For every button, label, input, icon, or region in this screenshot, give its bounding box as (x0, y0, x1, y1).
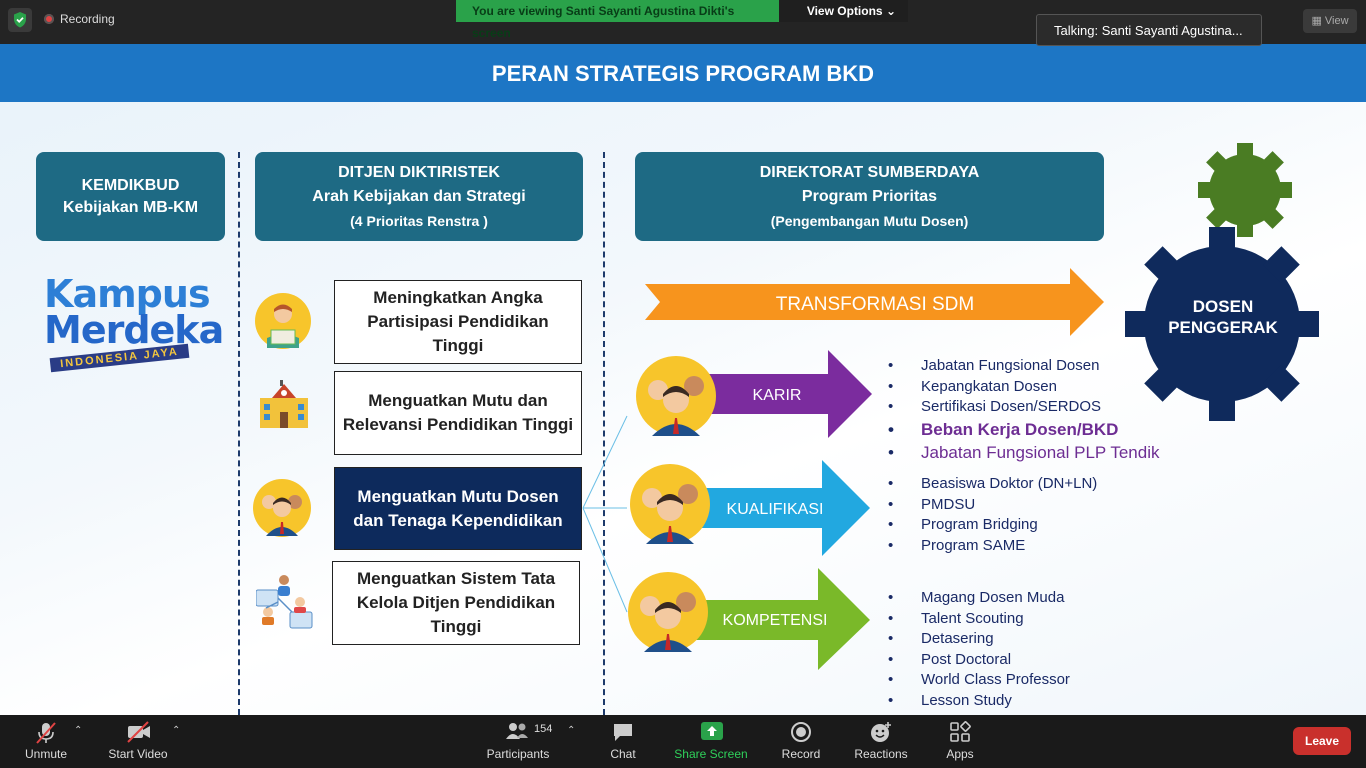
security-shield-icon[interactable] (8, 8, 32, 32)
kompetensi-list (888, 588, 1070, 712)
share-screen-button[interactable] (672, 715, 750, 768)
list-item: • Detasering (888, 629, 1070, 650)
participants-label: Participants (486, 747, 550, 761)
list-item: • Beasiswa Doktor (DN+LN) (888, 474, 1097, 495)
gear-label-line: DOSEN (1192, 297, 1254, 316)
apps-label: Apps (946, 747, 974, 761)
meeting-toolbar (0, 715, 1366, 768)
header-line: (4 Prioritas Renstra ) (350, 212, 488, 229)
share-screen-label: Share Screen (674, 747, 748, 761)
view-button-label: View (1324, 15, 1349, 27)
list-item: • World Class Professor (888, 670, 1070, 691)
viewing-banner (456, 0, 908, 40)
record-icon (789, 721, 813, 743)
chat-button[interactable] (600, 715, 646, 768)
list-item: • Kepangkatan Dosen (888, 377, 1160, 398)
karir-people-icon (636, 356, 716, 436)
record-label: Record (781, 747, 821, 761)
transformasi-label: TRANSFORMASI SDM (775, 294, 975, 315)
slide-title: PERAN STRATEGIS PROGRAM BKD (0, 44, 1366, 102)
priority-box-1: Meningkatkan Angka Partisipasi Pendidikan Tinggi (334, 280, 582, 364)
list-item: • Sertifikasi Dosen/SERDOS (888, 397, 1160, 418)
arrows-layer (0, 44, 1366, 715)
list-item: • Lesson Study (888, 691, 1070, 712)
muted-mic-icon (35, 721, 57, 745)
header-line: DITJEN DIKTIRISTEK (338, 163, 500, 181)
header-line: DIREKTORAT SUMBERDAYA (759, 163, 980, 181)
priority-box-4: Menguatkan Sistem Tata Kelola Ditjen Pendidikan Tinggi (332, 561, 580, 645)
kualifikasi-list (888, 474, 1097, 556)
chat-label: Chat (610, 747, 636, 761)
shared-screen-slide (0, 44, 1366, 715)
record-button[interactable] (778, 715, 824, 768)
reactions-label: Reactions (854, 747, 908, 761)
unmute-button[interactable] (14, 715, 78, 768)
green-gear-icon (1198, 143, 1292, 237)
list-item: • Jabatan Fungsional PLP Tendik (888, 441, 1160, 464)
kompetensi-label: KOMPETENSI (722, 612, 828, 629)
start-video-label: Start Video (108, 747, 168, 761)
header-line: (Pengembangan Mutu Dosen) (770, 212, 969, 229)
recording-indicator[interactable] (44, 12, 115, 26)
chevron-down-icon: ⌄ (885, 4, 897, 18)
start-video-button[interactable] (104, 715, 172, 768)
view-options-label: View Options (806, 4, 883, 18)
priority-box-3-highlighted: Menguatkan Mutu Dosen dan Tenaga Kependidikan (334, 467, 582, 550)
list-item-highlighted: • Beban Kerja Dosen/BKD (888, 418, 1160, 441)
list-item: • Talent Scouting (888, 609, 1070, 630)
participants-icon (504, 721, 530, 741)
video-options-chevron-icon[interactable]: ⌃ (172, 725, 181, 736)
list-item: • PMDSU (888, 495, 1097, 516)
logo-word: Merdeka (44, 308, 224, 352)
logo-band: INDONESIA JAYA (50, 344, 190, 372)
list-item: • Magang Dosen Muda (888, 588, 1070, 609)
video-off-icon (126, 721, 152, 743)
list-item: • Program Bridging (888, 515, 1097, 536)
list-item: • Post Doctoral (888, 650, 1070, 671)
header-line: Arah Kebijakan dan Strategi (312, 187, 526, 205)
viewing-message: You are viewing Santi Sayanti Agustina Dikti's screen (456, 0, 779, 22)
list-item: • Jabatan Fungsional Dosen (888, 356, 1160, 377)
priority-box-2: Menguatkan Mutu dan Relevansi Pendidikan Tinggi (334, 371, 582, 455)
kompetensi-people-icon (628, 572, 708, 652)
apps-button[interactable] (940, 715, 980, 768)
recording-label: Recording (60, 12, 115, 26)
participants-count: 154 (534, 723, 553, 735)
karir-label: KARIR (752, 387, 802, 404)
gear-label-line: PENGGERAK (1168, 318, 1278, 337)
chat-icon (611, 721, 635, 743)
unmute-label: Unmute (24, 747, 68, 761)
reactions-icon (869, 721, 893, 743)
header-line: Kebijakan MB-KM (62, 198, 199, 216)
connector-lines (583, 416, 627, 612)
logo-word: Kampus (44, 272, 210, 316)
reactions-button[interactable] (852, 715, 910, 768)
kualifikasi-label: KUALIFIKASI (726, 501, 824, 518)
apps-icon (948, 721, 972, 743)
karir-list (888, 356, 1160, 464)
participants-button[interactable] (484, 715, 552, 768)
record-dot-icon (44, 14, 54, 24)
list-item: • Program SAME (888, 536, 1097, 557)
view-button[interactable]: ▦ View (1303, 9, 1357, 33)
share-screen-icon (700, 721, 724, 741)
dosen-penggerak-label (1160, 296, 1286, 338)
header-line: Program Prioritas (801, 187, 938, 205)
leave-button[interactable]: Leave (1293, 727, 1351, 755)
talking-indicator: Talking: Santi Sayanti Agustina... (1036, 14, 1262, 46)
header-line: KEMDIKBUD (81, 176, 180, 194)
audio-options-chevron-icon[interactable]: ⌃ (74, 725, 83, 736)
participants-chevron-icon[interactable]: ⌃ (567, 725, 576, 736)
kualifikasi-people-icon (630, 464, 710, 544)
view-options-button[interactable] (779, 0, 908, 22)
